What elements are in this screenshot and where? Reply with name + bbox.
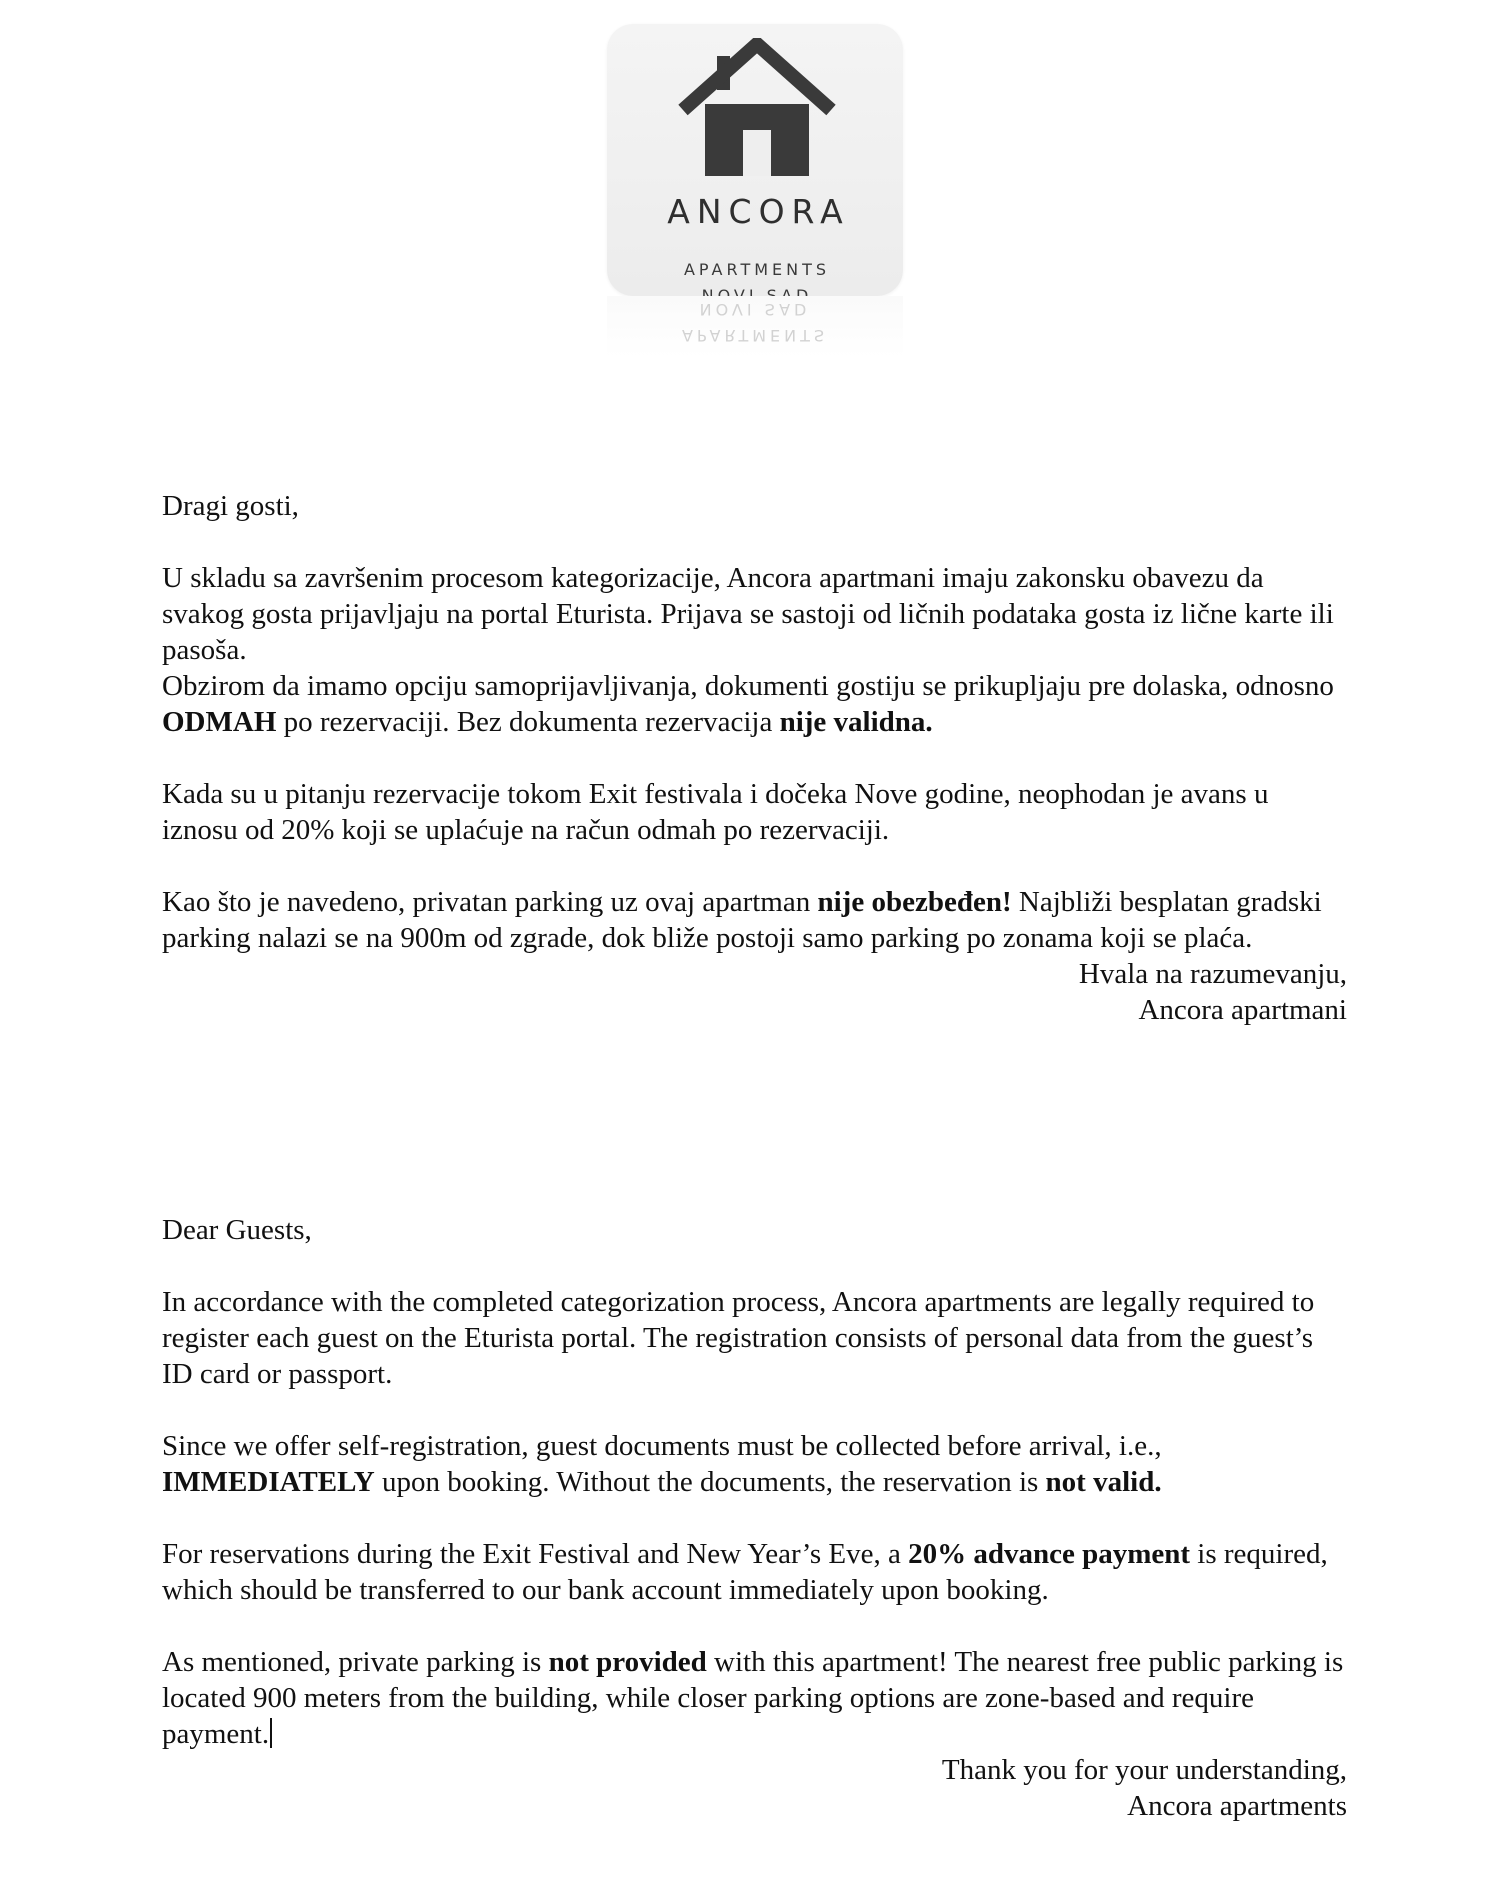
emphasis-not-provided: not provided — [548, 1646, 707, 1678]
emphasis-immediately: ODMAH — [162, 706, 277, 738]
paragraph-advance-payment: For reservations during the Exit Festival and New Year’s Eve, a 20% advance payment is required, which should be transferred to our bank account immediately upon booking. — [162, 1538, 1328, 1606]
logo-reflection — [607, 296, 903, 358]
text-cursor — [270, 1718, 272, 1748]
emphasis-not-valid: nije validna. — [779, 706, 933, 738]
paragraph-documents: Since we offer self-registration, guest documents must be collected before arrival, i.e., IMMEDIATELY upon booking. Without the documents, the reservation is not valid. — [162, 1430, 1162, 1498]
logo — [607, 24, 903, 296]
greeting: Dragi gosti, — [162, 490, 299, 522]
paragraph-documents: Obzirom da imamo opciju samoprijavljivanja, dokumenti gostiju se prikupljaju pre dolaska, odnosno ODMAH po rezervaciji. Bez dokumenta rezervacija nije validna. — [162, 670, 1334, 738]
closing: Hvala na razumevanju, — [1078, 958, 1347, 990]
emphasis-immediately: IMMEDIATELY — [162, 1466, 375, 1498]
letter-english — [162, 1212, 1347, 1824]
signature: Ancora apartments — [1127, 1790, 1347, 1822]
paragraph-parking: As mentioned, private parking is not provided with this apartment! The nearest free public parking is located 900 meters from the building, while closer parking options are zone-based and require payment. — [162, 1646, 1344, 1750]
paragraph-registration: In accordance with the completed categorization process, Ancora apartments are legally required to register each guest on the Eturista portal. The registration consists of personal data from the guest’s ID card or passport. — [162, 1286, 1315, 1390]
greeting: Dear Guests, — [162, 1214, 312, 1246]
house-icon — [677, 38, 837, 178]
reflection-line-apartments: APARTMENTS — [681, 326, 829, 345]
paragraph-parking: Kao što je navedeno, privatan parking uz ovaj apartman nije obezbeđen! Najbliži besplatan gradski parking nalazi se na 900m od zgrade, dok bliže postoji samo parking po zonama koji se plaća. — [162, 886, 1322, 954]
closing: Thank you for your understanding, — [941, 1754, 1347, 1786]
reflection-line-city: NOVI SAD — [699, 300, 811, 319]
paragraph-advance-payment: Kada su u pitanju rezervacije tokom Exit festivala i dočeka Nove godine, neophodan je avans u iznosu od 20% koji se uplaćuje na račun odmah po rezervaciji. — [162, 778, 1269, 846]
brand-name: ANCORA — [667, 192, 850, 231]
paragraph-registration: U skladu sa završenim procesom kategorizacije, Ancora apartmani imaju zakonsku obavezu da svakog gosta prijavljaju na portal Eturista. Prijava se sastoji od ličnih podataka gosta iz lične karte ili pasoša. — [162, 562, 1334, 666]
emphasis-advance-payment: 20% advance payment — [908, 1538, 1191, 1570]
emphasis-not-provided: nije obezbeđen! — [817, 886, 1012, 918]
signature: Ancora apartmani — [1138, 994, 1347, 1026]
emphasis-not-valid: not valid. — [1045, 1466, 1162, 1498]
brand-subtitle-apartments: APARTMENTS — [683, 260, 831, 279]
letter-serbian — [162, 488, 1347, 1028]
